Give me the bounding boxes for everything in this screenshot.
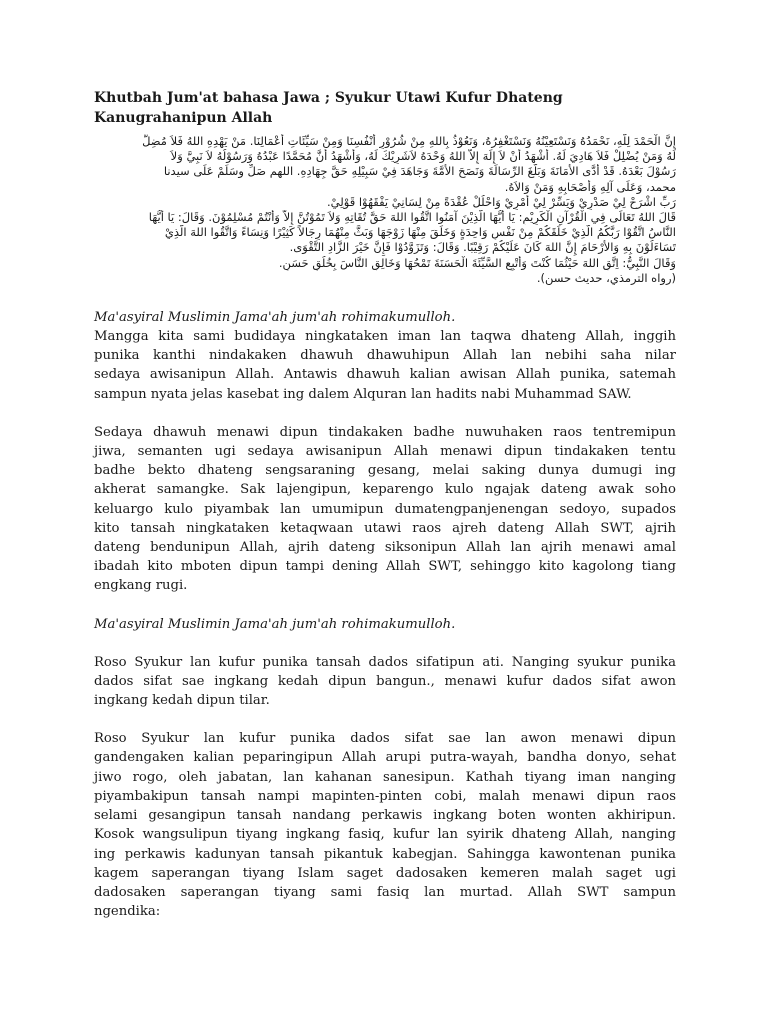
paragraph-line: Roso Syukur lan kufur punika dados sifat sae lan awon menawi dipun — [94, 731, 676, 747]
paragraph-line: Sedaya dhawuh menawi dipun tindakaken badhe nuwuhaken raos tentremipun — [94, 424, 676, 440]
paragraph-line: gandengaken kalian peparingipun Allah arupi putra-wayah, bandha donyo, sehat — [94, 750, 676, 766]
paragraph-line: keluargo kulo piyambak lan umumipun dumatengpanjenengan sedoyo, supados — [94, 501, 676, 517]
paragraph-line: Kosok wangsulipun tiyang ingkang fasiq, kufur lan syirik dhateng Allah, nanging — [94, 827, 676, 843]
arabic-line: تَسَاءَلُوْنَ بِهِ وَالأَرْحَامَ إِنَّ اللهَ كَانَ عَلَيْكُمْ رَقِيْبًا. وَقَالَ: وَتَزَوَّدُوْا فَإِنَّ خَيْرَ الزَّادِ التَّقْوَى. — [289, 240, 676, 255]
paragraph-line: punika kanthi nindakaken dhawuh dhawuhipun Allah lan nebihi saha nilar — [94, 348, 676, 364]
arabic-line: لَهُ وَمَنْ يُضْلِلْ فَلاَ هَادِيَ لَهُ. أَشْهَدُ أَنْ لاَ إِلَهَ إِلاَّ اللهُ وَحْدَهُ لاَشَرِيْكَ لَهُ، وَأَشْهَدُ أَنَّ مُحَمَّدًا عَبْدُهُ وَرَسُوْلُهُ لاَ نَبِيَّ وَلاَ — [170, 149, 676, 164]
paragraph-line: ing perkawis kadunyan tansah pikantuk kabegjan. Sahingga kawontenan punika — [94, 846, 676, 862]
paragraph-line: sampun nyata jelas kasebat ing dalem Alquran lan hadits nabi Muhammad SAW. — [94, 386, 632, 402]
arabic-line: النَّاسُ اتَّقُوْا رَبَّكُمُ الَّذِيْ خَلَقَكُمْ مِنْ نَفْسٍ وَاحِدَةٍ وَخَلَقَ مِنْهَا زَوْجَهَا وَبَثَّ مِنْهُمَا رِجَالاً كَثِيْرًا وَنِسَاءً وَاتَّقُوا اللهَ الَّذِيْ — [164, 225, 676, 240]
paragraph-4 — [94, 729, 676, 921]
arabic-line: (رواه الترمذي، حديث حسن). — [536, 270, 676, 285]
paragraph-line: akherat samangke. Sak lajengipun, keparengo kulo ngajak dateng awak soho — [94, 482, 676, 498]
paragraph-line: kito tansah ningkataken ketaqwaan utawi raos ajreh dateng Allah SWT, ajrih — [94, 520, 676, 536]
paragraph-line: dados sifat sae ingkang kedah dipun bangun., menawi kufur dados sifat awon — [94, 673, 676, 689]
arabic-opening-text — [94, 134, 676, 286]
paragraph-line: kagem saperangan tiyang Islam saget dadosaken kemeren malah saget ugi — [94, 865, 676, 881]
arabic-line: رَبِّ اشْرَحْ لِيْ صَدْرِيْ وَيَسِّرْ لِيْ أَمْرِيْ وَاحْلُلْ عُقْدَةً مِنْ لِسَانِيْ يَفْقَهُوْا قَوْلِيْ. — [327, 194, 676, 209]
paragraph-line: ngendika: — [94, 904, 161, 920]
paragraph-line: ibadah kito mboten dipun tampi dening Allah SWT, sehinggo kito kagolong tiang — [94, 559, 676, 575]
paragraph-line: sedaya awisanipun Allah. Antawis dhawuh kalian awisan Allah punika, satemah — [94, 367, 676, 383]
paragraph-3 — [94, 653, 676, 711]
paragraph-line: engkang rugi. — [94, 578, 188, 594]
document-title — [94, 88, 676, 128]
paragraph-line: Roso Syukur lan kufur punika tansah dados sifatipun ati. Nanging syukur punika — [94, 654, 676, 670]
greeting-heading: Ma'asyiral Muslimin Jama'ah jum'ah rohimakumulloh. — [94, 310, 456, 326]
paragraph-line: ingkang kedah dipun tilar. — [94, 693, 270, 709]
arabic-line: وَقَالَ النَّبِيُّ: اِتَّقِ اللهَ حَيْثُمَا كُنْتَ وَأَتْبِعِ السَّيِّئَةَ الْحَسَنَةَ تَمْحُهَا وَخَالِقِ النَّاسَ بِخُلُقٍ حَسَنٍ. — [278, 255, 676, 270]
title-line: Khutbah Jum'at bahasa Jawa ; Syukur Utawi Kufur Dhateng — [94, 90, 563, 106]
arabic-line: محمد، وَعَلَى آلِهِ وَأَصْحَابِهِ وَمَنْ وَالاَهُ. — [504, 179, 676, 194]
paragraph-2 — [94, 423, 676, 596]
paragraph-line: badhe bekto dhateng sengsaraning gesang, melai saking dunya dumugi ing — [94, 463, 676, 479]
paragraph-1 — [94, 327, 676, 404]
paragraph-line: jiwo rogo, oleh jabatan, lan kahanan sanesipun. Kathah tiyang iman nanging — [94, 769, 676, 785]
greeting-heading: Ma'asyiral Muslimin Jama'ah jum'ah rohimakumulloh. — [94, 616, 456, 632]
arabic-line: إِنَّ الْحَمْدَ لِلَّهِ، نَحْمَدُهُ وَنَسْتَعِيْنُهُ وَنَسْتَغْفِرُهُ، وَنَعُوْذُ بِاللهِ مِنْ شُرُوْرِ أَنْفُسِنَا وَمِنْ سَيِّئَاتِ أَعْمَالِنَا. مَنْ يَهْدِهِ اللهُ فَلاَ مُضِلَّ — [142, 134, 676, 148]
document-page — [94, 88, 676, 921]
arabic-line: رَسُوْلَ بَعْدَهُ. قَدْ أَدَّى الأَمَانَةَ وَبَلَّغَ الرِّسَالَةَ وَنَصَحَ الأُمَّةَ وَجَاهَدَ فِيْ سَبِيْلِهِ حَقَّ جِهَادِهِ. اللهم صَلِّ وسَلِّمْ عَلَى سيدنا — [163, 164, 676, 179]
title-line: Kanugrahanipun Allah — [94, 110, 273, 126]
arabic-line: قَالَ اللهُ تَعَالَى فِي الْقُرْآنِ الْكَرِيْمِ: يَا أَيُّهَا الَّذِيْنَ آمَنُوا اتَّقُوا اللهَ حَقَّ تُقَاتِهِ وَلاَ تَمُوْتُنَّ إِلاَّ وَأَنْتُمْ مُسْلِمُوْنَ. وَقَالَ: يَا أَيُّهَا — [148, 210, 676, 225]
paragraph-line: dateng bendunipun Allah, ajrih dateng siksonipun Allah lan ajrih menawi amal — [94, 540, 676, 556]
paragraph-line: dadosaken saperangan tiyang sami fasiq lan murtad. Allah SWT sampun — [94, 884, 676, 900]
paragraph-line: Mangga kita sami budidaya ningkataken iman lan taqwa dhateng Allah, inggih — [94, 329, 676, 345]
paragraph-line: selami gesangipun tansah nandang perkawis ingkang boten wonten akhiripun. — [94, 808, 676, 824]
paragraph-line: jiwa, semanten ugi sedaya awisanipun Allah menawi dipun tindakaken tentu — [94, 444, 676, 460]
paragraph-line: piyambakipun tansah nampi mapinten-pinten cobi, malah menawi dipun raos — [94, 788, 676, 804]
